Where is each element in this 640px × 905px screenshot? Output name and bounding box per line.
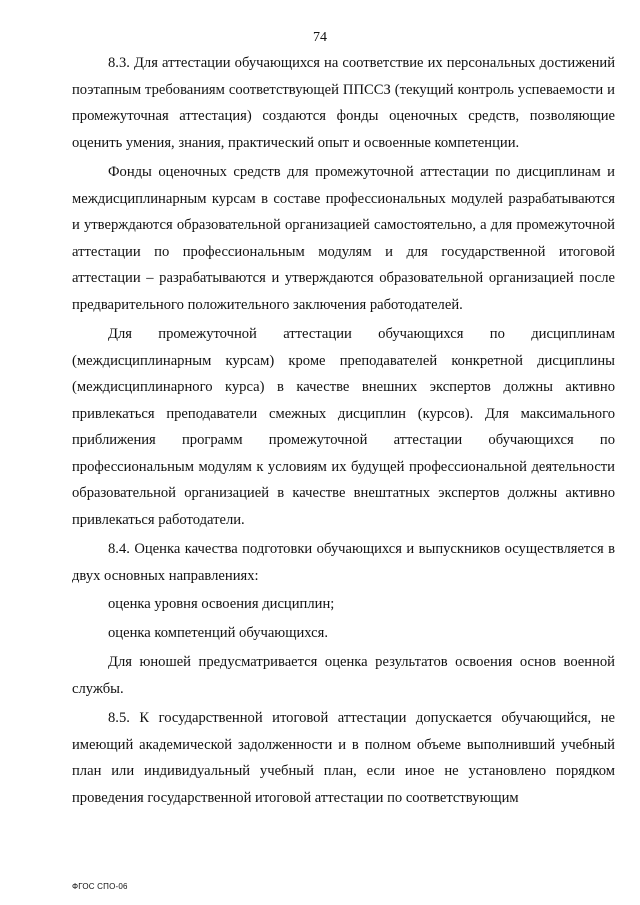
document-body xyxy=(72,50,615,811)
paragraph-military-service: Для юношей предусматривается оценка результатов освоения основ военной службы. xyxy=(72,654,615,697)
paragraph-8-5: 8.5. К государственной итоговой аттестации допускается обучающийся, не имеющий академической задолженности и в полном объеме выполнивший учебный план или индивидуальный учебный план, если иное не установлено порядком проведения государственной итоговой аттестации по соответствующим xyxy=(72,710,615,806)
document-footer-code: ФГОС СПО-06 xyxy=(72,882,128,891)
list-item-disciplines: оценка уровня освоения дисциплин; xyxy=(108,596,335,612)
paragraph-external-experts: Для промежуточной аттестации обучающихся по дисциплинам (междисциплинарным курсам) кроме преподавателей конкретной дисциплины (междисциплинарного курса) в качестве внешних экспертов должны активно привлекаться преподаватели смежных дисциплин (курсов). Для максимального приближения программ промежуточной аттестации обучающихся по профессиональным модулям к условиям их будущей профессиональной деятельности образовательной организацией в качестве внештатных экспертов должны активно привлекаться работодатели. xyxy=(72,326,615,528)
list-item-competencies: оценка компетенций обучающихся. xyxy=(108,624,328,641)
paragraph-8-3: 8.3. Для аттестации обучающихся на соответствие их персональных достижений поэтапным требованиям соответствующей ППССЗ (текущий контроль успеваемости и промежуточная аттестация) создаются фонды оценочных средств, позволяющие оценить умения, знания, практический опыт и освоенные компетенции. xyxy=(72,55,615,151)
page-number: 74 xyxy=(313,30,327,45)
paragraph-assessment-funds: Фонды оценочных средств для промежуточной аттестации по дисциплинам и междисциплинарным курсам в составе профессиональных модулей разрабатываются и утверждаются образовательной организацией самостоятельно, а для промежуточной аттестации по профессиональным модулям и для государственной итоговой аттестации – разрабатываются и утверждаются образовательной организацией после предварительного положительного заключения работодателей. xyxy=(72,164,615,313)
paragraph-8-4: 8.4. Оценка качества подготовки обучающихся и выпускников осуществляется в двух основных направлениях: xyxy=(72,541,615,584)
